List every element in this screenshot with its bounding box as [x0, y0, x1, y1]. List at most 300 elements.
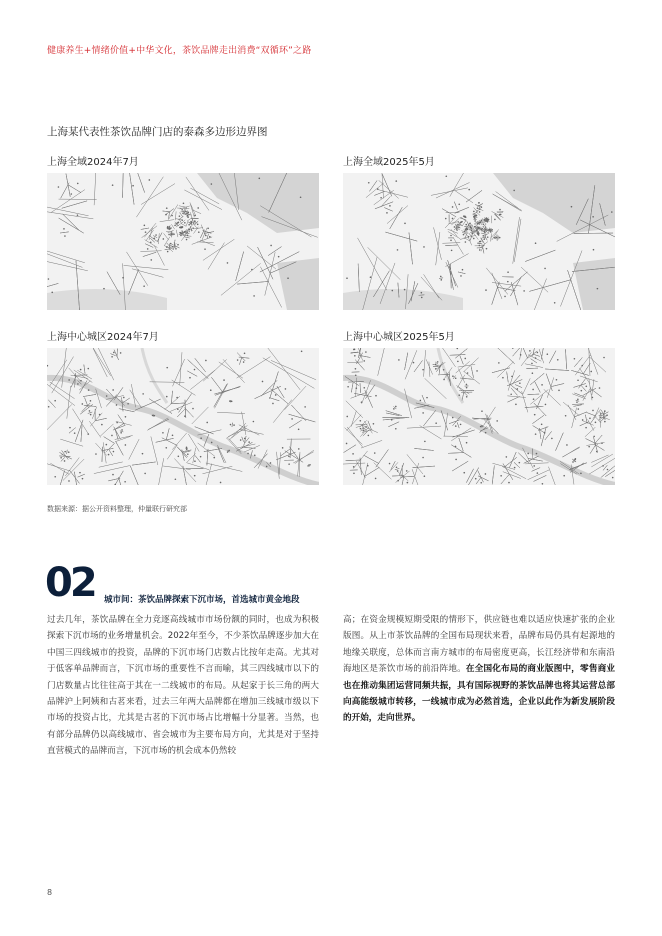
store-point: [211, 442, 213, 444]
store-point: [368, 435, 370, 437]
store-point: [275, 394, 277, 396]
store-point: [468, 236, 470, 238]
store-point: [440, 279, 442, 281]
store-point: [478, 227, 480, 229]
store-point: [556, 379, 558, 381]
store-point: [178, 456, 180, 458]
store-point: [155, 234, 157, 236]
store-point: [116, 404, 118, 406]
store-point: [90, 400, 92, 402]
store-point: [424, 475, 426, 477]
store-point: [48, 406, 50, 408]
store-point: [565, 415, 567, 417]
store-point: [194, 221, 196, 223]
store-point: [483, 219, 485, 221]
store-point: [535, 357, 537, 359]
store-point: [457, 361, 459, 363]
store-point: [190, 222, 192, 224]
store-point: [181, 227, 183, 229]
store-point: [533, 465, 535, 467]
store-point: [259, 178, 261, 180]
store-point: [54, 400, 56, 402]
store-point: [58, 186, 60, 188]
store-point: [247, 453, 249, 455]
store-point: [167, 227, 169, 229]
store-point: [534, 414, 536, 416]
store-point: [597, 288, 599, 290]
store-point: [363, 387, 365, 389]
store-point: [166, 396, 168, 398]
store-point: [511, 376, 513, 378]
map-svg: [47, 348, 319, 485]
store-point: [184, 231, 186, 233]
store-point: [375, 395, 377, 397]
store-point: [106, 444, 108, 446]
store-point: [481, 228, 483, 230]
store-point: [541, 423, 543, 425]
store-point: [455, 377, 457, 379]
store-point: [112, 474, 114, 476]
store-point: [80, 380, 82, 382]
store-point: [354, 348, 356, 350]
store-point: [420, 400, 422, 402]
store-point: [106, 395, 108, 397]
store-point: [352, 453, 354, 455]
store-point: [353, 473, 355, 475]
store-point: [346, 416, 348, 418]
store-point: [604, 410, 606, 412]
store-point: [68, 451, 70, 453]
store-point: [172, 246, 174, 248]
store-point: [544, 268, 546, 270]
store-point: [63, 228, 65, 230]
store-point: [182, 212, 184, 214]
store-point: [205, 235, 207, 237]
store-point: [529, 350, 531, 352]
store-point: [486, 220, 488, 222]
store-point: [452, 218, 454, 220]
store-point: [229, 400, 231, 402]
store-point: [77, 383, 79, 385]
store-point: [142, 393, 144, 395]
store-point: [391, 419, 393, 421]
store-point: [466, 442, 468, 444]
store-point: [592, 216, 594, 218]
store-point: [479, 249, 481, 251]
voronoi-map-central-2025: [343, 348, 615, 485]
store-point: [600, 413, 602, 415]
store-point: [150, 259, 152, 261]
store-point: [278, 256, 280, 258]
store-point: [465, 216, 467, 218]
store-point: [103, 288, 105, 290]
store-point: [607, 469, 609, 471]
store-point: [166, 367, 168, 369]
store-point: [213, 457, 215, 459]
store-point: [167, 251, 169, 253]
store-point: [467, 229, 469, 231]
store-point: [488, 219, 490, 221]
store-point: [486, 219, 488, 221]
store-point: [101, 424, 103, 426]
body-column-right: [343, 612, 615, 727]
store-point: [397, 480, 399, 482]
section-number: 02: [45, 560, 95, 606]
store-point: [601, 442, 603, 444]
store-point: [480, 222, 482, 224]
store-point: [557, 359, 559, 361]
store-point: [262, 381, 264, 383]
store-point: [482, 425, 484, 427]
store-point: [465, 228, 467, 230]
store-point: [80, 369, 82, 371]
body-text-right-bold: 在全国化布局的商业版图中，零售商业也在推动集团运营同频共振，具有国际视野的茶饮品牌也将其运营总部向高能级城市转移，一线城市成为必然首选，企业以此作为新发展阶段的开始，走向世界。: [343, 664, 615, 724]
store-point: [577, 379, 579, 381]
store-point: [563, 475, 565, 477]
store-point: [593, 436, 595, 438]
store-point: [223, 379, 225, 381]
store-point: [485, 473, 487, 475]
store-point: [612, 477, 614, 479]
store-point: [99, 414, 101, 416]
store-point: [205, 360, 207, 362]
store-point: [577, 398, 579, 400]
store-point: [132, 185, 134, 187]
store-point: [476, 229, 478, 231]
store-point: [270, 245, 272, 247]
store-point: [395, 406, 397, 408]
store-point: [404, 223, 406, 225]
store-point: [48, 278, 50, 280]
store-point: [361, 401, 363, 403]
store-point: [480, 241, 482, 243]
store-point: [474, 226, 476, 228]
store-point: [600, 416, 602, 418]
store-point: [184, 222, 186, 224]
store-point: [474, 217, 476, 219]
store-point: [346, 277, 348, 279]
store-point: [197, 224, 199, 226]
store-point: [194, 369, 196, 371]
store-point: [473, 231, 475, 233]
store-point: [422, 369, 424, 371]
store-point: [513, 190, 515, 192]
store-point: [389, 463, 391, 465]
store-point: [253, 295, 255, 297]
store-point: [490, 231, 492, 233]
store-point: [582, 419, 584, 421]
store-point: [486, 248, 488, 250]
store-point: [169, 228, 171, 230]
store-point: [180, 235, 182, 237]
store-point: [89, 410, 91, 412]
store-point: [243, 361, 245, 363]
store-point: [576, 401, 578, 403]
store-point: [304, 406, 306, 408]
store-point: [253, 421, 255, 423]
store-point: [368, 182, 370, 184]
store-point: [377, 188, 379, 190]
store-point: [532, 372, 534, 374]
store-point: [68, 379, 70, 381]
store-point: [233, 424, 235, 426]
store-point: [307, 465, 309, 467]
store-point: [251, 269, 253, 271]
store-point: [171, 215, 173, 217]
store-point: [398, 359, 400, 361]
store-point: [291, 418, 293, 420]
store-point: [611, 211, 613, 213]
store-point: [197, 207, 199, 209]
store-point: [396, 466, 398, 468]
store-point: [456, 229, 458, 231]
store-point: [127, 403, 129, 405]
store-point: [494, 219, 496, 221]
store-point: [475, 214, 477, 216]
store-point: [445, 175, 447, 177]
store-point: [362, 430, 364, 432]
store-point: [301, 350, 303, 352]
store-point: [486, 217, 488, 219]
store-point: [121, 429, 123, 431]
store-point: [95, 453, 97, 455]
store-point: [391, 290, 393, 292]
map-label-4: 上海中心城区2025年5月: [343, 332, 455, 343]
store-point: [147, 248, 149, 250]
store-point: [523, 290, 525, 292]
store-point: [578, 408, 580, 410]
store-point: [499, 237, 501, 239]
store-point: [176, 222, 178, 224]
store-point: [554, 302, 556, 304]
store-point: [186, 447, 188, 449]
store-point: [461, 221, 463, 223]
store-point: [541, 384, 543, 386]
store-point: [397, 470, 399, 472]
store-point: [572, 461, 574, 463]
store-point: [346, 443, 348, 445]
store-point: [181, 219, 183, 221]
store-point: [452, 206, 454, 208]
header-tagline: 健康养生+情绪价值+中华文化，茶饮品牌走出消费“双循环”之路: [47, 46, 312, 56]
store-point: [496, 420, 498, 422]
map-svg: [343, 173, 615, 310]
store-point: [480, 426, 482, 428]
store-point: [592, 410, 594, 412]
store-point: [463, 472, 465, 474]
store-point: [354, 355, 356, 357]
store-point: [535, 242, 537, 244]
store-point: [435, 422, 437, 424]
store-point: [230, 424, 232, 426]
store-point: [153, 237, 155, 239]
store-point: [227, 451, 229, 453]
store-point: [200, 437, 202, 439]
store-point: [457, 224, 459, 226]
page-number: 8: [47, 888, 53, 897]
store-point: [462, 269, 464, 271]
store-point: [590, 371, 592, 373]
store-point: [467, 372, 469, 374]
store-point: [188, 224, 190, 226]
store-point: [198, 231, 200, 233]
store-point: [188, 211, 190, 213]
store-point: [423, 246, 425, 248]
store-point: [210, 389, 212, 391]
store-point: [111, 356, 113, 358]
store-point: [192, 227, 194, 229]
store-point: [508, 482, 510, 484]
store-point: [353, 466, 355, 468]
store-point: [175, 478, 177, 480]
store-point: [360, 428, 362, 430]
store-point: [407, 482, 409, 484]
store-point: [170, 243, 172, 245]
store-point: [244, 438, 246, 440]
store-point: [463, 234, 465, 236]
store-point: [178, 221, 180, 223]
store-point: [184, 415, 186, 417]
store-point: [507, 281, 509, 283]
store-point: [481, 206, 483, 208]
store-point: [536, 453, 538, 455]
store-point: [186, 448, 188, 450]
store-point: [183, 202, 185, 204]
store-point: [173, 233, 175, 235]
store-point: [363, 360, 365, 362]
store-point: [471, 230, 473, 232]
source-note: 数据来源：据公开资料整理，仲量联行研究部: [47, 505, 187, 513]
store-point: [485, 289, 487, 291]
store-point: [466, 384, 468, 386]
store-point: [355, 374, 357, 376]
store-point: [125, 416, 127, 418]
store-point: [207, 228, 209, 230]
voronoi-map-shanghai-2024: [47, 173, 319, 310]
store-point: [206, 422, 208, 424]
store-point: [606, 414, 608, 416]
store-point: [244, 352, 246, 354]
store-point: [108, 454, 110, 456]
map-label-3: 上海中心城区2024年7月: [47, 332, 159, 343]
store-point: [502, 377, 504, 379]
store-point: [200, 456, 202, 458]
voronoi-map-central-2024: [47, 348, 319, 485]
store-point: [185, 211, 187, 213]
store-point: [421, 297, 423, 299]
store-point: [373, 423, 375, 425]
body-text-right: 高；在资金规模短期受限的情形下，供应链也难以适应快速扩张的企业版图。从上市茶饮品牌的全国布局现状来看，品牌布局仍具有起源地的地缘关联度，总体而言南方城市的布局密度更高，长江经济带和东南沿海地区是茶饮市场的前沿阵地。: [343, 615, 615, 675]
store-point: [393, 408, 395, 410]
store-point: [479, 211, 481, 213]
store-point: [516, 388, 518, 390]
store-point: [585, 427, 587, 429]
store-point: [120, 352, 122, 354]
store-point: [588, 446, 590, 448]
store-point: [406, 470, 408, 472]
map-svg: [47, 173, 319, 310]
store-point: [527, 453, 529, 455]
store-point: [531, 363, 533, 365]
store-point: [478, 222, 480, 224]
store-point: [71, 193, 73, 195]
store-point: [507, 271, 509, 273]
store-point: [451, 250, 453, 252]
store-point: [270, 462, 272, 464]
store-point: [479, 245, 481, 247]
store-point: [90, 414, 92, 416]
store-point: [124, 481, 126, 483]
store-point: [435, 363, 437, 365]
store-point: [389, 205, 391, 207]
store-point: [154, 415, 156, 417]
store-point: [473, 238, 475, 240]
store-point: [82, 478, 84, 480]
store-point: [172, 434, 174, 436]
store-point: [375, 478, 377, 480]
store-point: [574, 459, 576, 461]
store-point: [187, 215, 189, 217]
store-point: [485, 432, 487, 434]
store-point: [87, 433, 89, 435]
store-point: [112, 184, 114, 186]
store-point: [424, 441, 426, 443]
store-point: [533, 398, 535, 400]
store-point: [466, 387, 468, 389]
store-point: [603, 357, 605, 359]
store-point: [519, 382, 521, 384]
store-point: [359, 420, 361, 422]
store-point: [347, 386, 349, 388]
store-point: [374, 452, 376, 454]
store-point: [237, 359, 239, 361]
store-point: [186, 231, 188, 233]
store-point: [604, 421, 606, 423]
store-point: [287, 277, 289, 279]
store-point: [574, 358, 576, 360]
store-point: [177, 408, 179, 410]
store-point: [520, 354, 522, 356]
store-point: [477, 234, 479, 236]
store-point: [145, 231, 147, 233]
store-point: [194, 475, 196, 477]
store-point: [455, 425, 457, 427]
store-point: [602, 465, 604, 467]
store-point: [514, 467, 516, 469]
store-point: [174, 225, 176, 227]
store-point: [68, 480, 70, 482]
store-point: [445, 218, 447, 220]
store-point: [168, 234, 170, 236]
store-point: [152, 415, 154, 417]
store-point: [535, 433, 537, 435]
store-point: [452, 375, 454, 377]
store-point: [476, 370, 478, 372]
store-point: [149, 179, 151, 181]
store-point: [404, 289, 406, 291]
figure-title: 上海某代表性茶饮品牌门店的泰森多边形边界图: [47, 126, 268, 138]
store-point: [395, 180, 397, 182]
store-point: [120, 432, 122, 434]
store-point: [460, 275, 462, 277]
store-point: [481, 410, 483, 412]
store-point: [566, 444, 568, 446]
store-point: [272, 403, 274, 405]
store-point: [113, 451, 115, 453]
store-point: [468, 189, 470, 191]
store-point: [170, 227, 172, 229]
store-point: [194, 460, 196, 462]
